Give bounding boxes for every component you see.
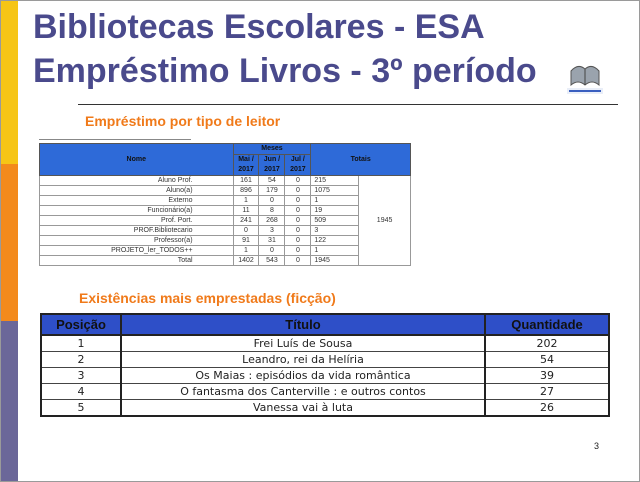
cell-month-1: 1: [233, 196, 259, 206]
cell-posicao: 1: [41, 335, 121, 352]
cell-nome: Total: [40, 256, 234, 266]
cell-month-3: 0: [285, 216, 311, 226]
col-header-nome: Nome: [40, 144, 234, 176]
section-heading-loans: Empréstimo por tipo de leitor: [85, 113, 281, 129]
col-header-month-3: Jul / 2017: [285, 155, 311, 176]
table-row: [41, 335, 609, 352]
cell-month-1: 91: [233, 236, 259, 246]
slide-title: [33, 5, 573, 93]
cell-quantidade: 27: [485, 384, 609, 400]
accent-bar-purple: [1, 321, 18, 481]
cell-nome: Professor(a): [40, 236, 234, 246]
cell-month-2: 54: [259, 176, 285, 186]
cell-titulo: Os Maias : episódios da vida romântica: [121, 368, 485, 384]
cell-quantidade: 26: [485, 400, 609, 417]
table-row: [40, 206, 411, 216]
cell-month-3: 0: [285, 206, 311, 216]
cell-month-2: 268: [259, 216, 285, 226]
accent-bar-orange: [1, 164, 18, 321]
cell-month-2: 0: [259, 196, 285, 206]
col-header-quantidade: Quantidade: [485, 314, 609, 335]
cell-month-2: 3: [259, 226, 285, 236]
col-header-titulo: Título: [121, 314, 485, 335]
cell-nome: Externo: [40, 196, 234, 206]
cell-total: 3: [311, 226, 359, 236]
cell-quantidade: 54: [485, 352, 609, 368]
table-row: [41, 368, 609, 384]
cell-month-1: 896: [233, 186, 259, 196]
table-row-total: [40, 256, 411, 266]
col-header-month-2: Jun / 2017: [259, 155, 285, 176]
cell-total: 509: [311, 216, 359, 226]
table-row: [40, 186, 411, 196]
cell-posicao: 2: [41, 352, 121, 368]
cell-titulo: Frei Luís de Sousa: [121, 335, 485, 352]
cell-titulo: Vanessa vai à luta: [121, 400, 485, 417]
cell-total: 215: [311, 176, 359, 186]
cell-month-3: 0: [285, 176, 311, 186]
cell-nome: Aluno Prof.: [40, 176, 234, 186]
cell-total: 1: [311, 196, 359, 206]
cell-month-2: 31: [259, 236, 285, 246]
cell-month-2: 179: [259, 186, 285, 196]
title-divider: [78, 104, 618, 105]
cell-month-1: 161: [233, 176, 259, 186]
cell-titulo: O fantasma dos Canterville : e outros contos: [121, 384, 485, 400]
top-books-table: [40, 313, 610, 417]
cell-nome: Aluno(a): [40, 186, 234, 196]
hairline: [39, 139, 191, 140]
cell-nome: PROF.Bibliotecario: [40, 226, 234, 236]
cell-month-2: 543: [259, 256, 285, 266]
cell-quantidade: 202: [485, 335, 609, 352]
cell-month-3: 0: [285, 196, 311, 206]
cell-month-3: 0: [285, 236, 311, 246]
page-number: 3: [594, 441, 600, 451]
title-line-1: Bibliotecas Escolares - ESA: [33, 8, 485, 46]
cell-posicao: 3: [41, 368, 121, 384]
table-row: [41, 400, 609, 417]
cell-nome: Prof. Port.: [40, 216, 234, 226]
table-row: [41, 384, 609, 400]
cell-month-1: 1: [233, 246, 259, 256]
cell-month-1: 1402: [233, 256, 259, 266]
cell-month-3: 0: [285, 186, 311, 196]
library-logo: [553, 57, 617, 99]
col-header-meses: Meses: [233, 144, 311, 155]
cell-total: 122: [311, 236, 359, 246]
cell-total: 1075: [311, 186, 359, 196]
table-row: [40, 226, 411, 236]
cell-grand-total: 1945: [359, 176, 411, 266]
cell-month-1: 11: [233, 206, 259, 216]
cell-month-3: 0: [285, 226, 311, 236]
cell-quantidade: 39: [485, 368, 609, 384]
col-header-month-1: Mai / 2017: [233, 155, 259, 176]
col-header-posicao: Posição: [41, 314, 121, 335]
cell-nome: PROJETO_ler_TODOS++: [40, 246, 234, 256]
section-heading-ranking: Existências mais emprestadas (ficção): [79, 290, 336, 306]
cell-total: 1945: [311, 256, 359, 266]
cell-titulo: Leandro, rei da Helíria: [121, 352, 485, 368]
cell-posicao: 4: [41, 384, 121, 400]
cell-total: 1: [311, 246, 359, 256]
cell-total: 19: [311, 206, 359, 216]
cell-month-1: 0: [233, 226, 259, 236]
cell-month-2: 8: [259, 206, 285, 216]
accent-bar-yellow: [1, 1, 18, 164]
cell-month-1: 241: [233, 216, 259, 226]
col-header-totais: Totais: [311, 144, 411, 176]
cell-nome: Funcionário(a): [40, 206, 234, 216]
cell-posicao: 5: [41, 400, 121, 417]
table-row: [40, 246, 411, 256]
table-row: [41, 352, 609, 368]
table-row: [40, 236, 411, 246]
loan-by-reader-table: [39, 143, 411, 266]
cell-month-2: 0: [259, 246, 285, 256]
cell-month-3: 0: [285, 246, 311, 256]
table-row: [40, 176, 411, 186]
cell-month-3: 0: [285, 256, 311, 266]
table-row: [40, 196, 411, 206]
title-line-2: Empréstimo Livros - 3º período: [33, 52, 537, 90]
table-row: [40, 216, 411, 226]
